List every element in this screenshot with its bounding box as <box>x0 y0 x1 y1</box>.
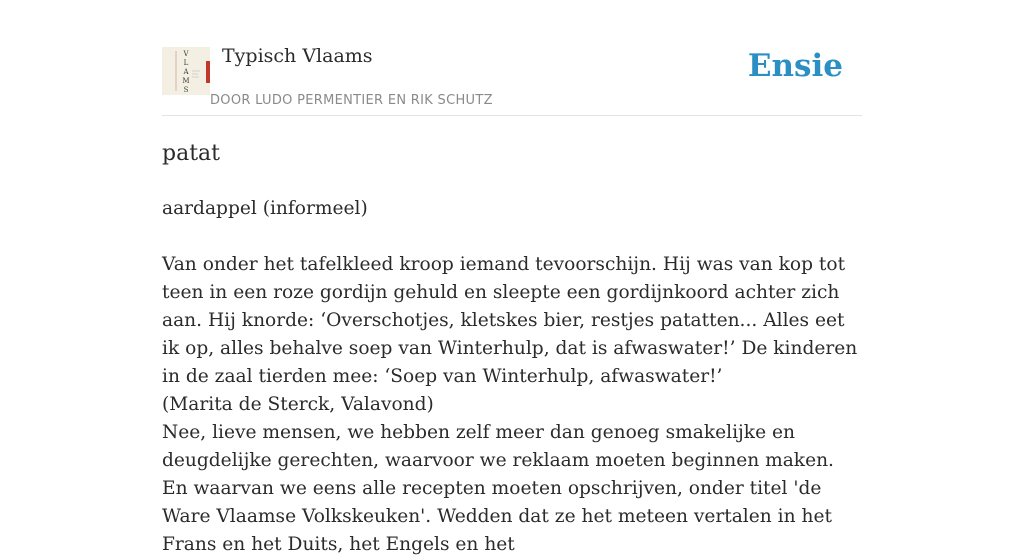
entry-term: patat <box>162 141 220 166</box>
book-cover-graphic <box>162 47 210 95</box>
ensie-logo-link[interactable]: Ensie <box>747 48 843 84</box>
header <box>162 44 862 116</box>
book-cover-image[interactable] <box>162 47 210 95</box>
cover-letter-l: L <box>183 59 189 67</box>
entry-definition: aardappel (informeel) <box>162 198 368 219</box>
cover-letter-s: S <box>183 86 189 94</box>
book-title[interactable]: Typisch Vlaams <box>222 45 373 67</box>
quote-paragraph: Van onder het tafelkleed kroop iemand tevoorschijn. Hij was van kop tot teen in een roze gordijn gehuld en sleepte een gordijnkoord achter zich aan. Hij knorde: ‘Overschotjes, kletskes bier, restjes patatten... Alles eet ik op, alles behalve soep van Winterhulp, dat is afwaswater!’ De kinderen in de zaal tierden mee: ‘Soep van Winterhulp, afwaswater!’ <box>162 254 858 387</box>
quote-source: (Marita de Sterck, Valavond) <box>162 394 434 415</box>
cover-letter-v: V <box>183 50 189 58</box>
entry-content <box>162 137 862 559</box>
quote-paragraph-2: Nee, lieve mensen, we hebben zelf meer dan genoeg smakelijke en deugdelijke gerechten, waarvoor we reklaam moeten beginnen maken. En waarvan we eens alle recepten moeten opschrijven, onder titel 'de Ware Vlaamse Volkskeuken'. Wedden dat ze het meteen vertalen in het Frans en het Duits, het Engels en het <box>162 422 834 555</box>
book-authors: DOOR LUDO PERMENTIER EN RIK SCHUTZ <box>210 93 493 108</box>
cover-letter-a: A <box>183 68 189 76</box>
cover-letter-m: M <box>182 77 190 85</box>
